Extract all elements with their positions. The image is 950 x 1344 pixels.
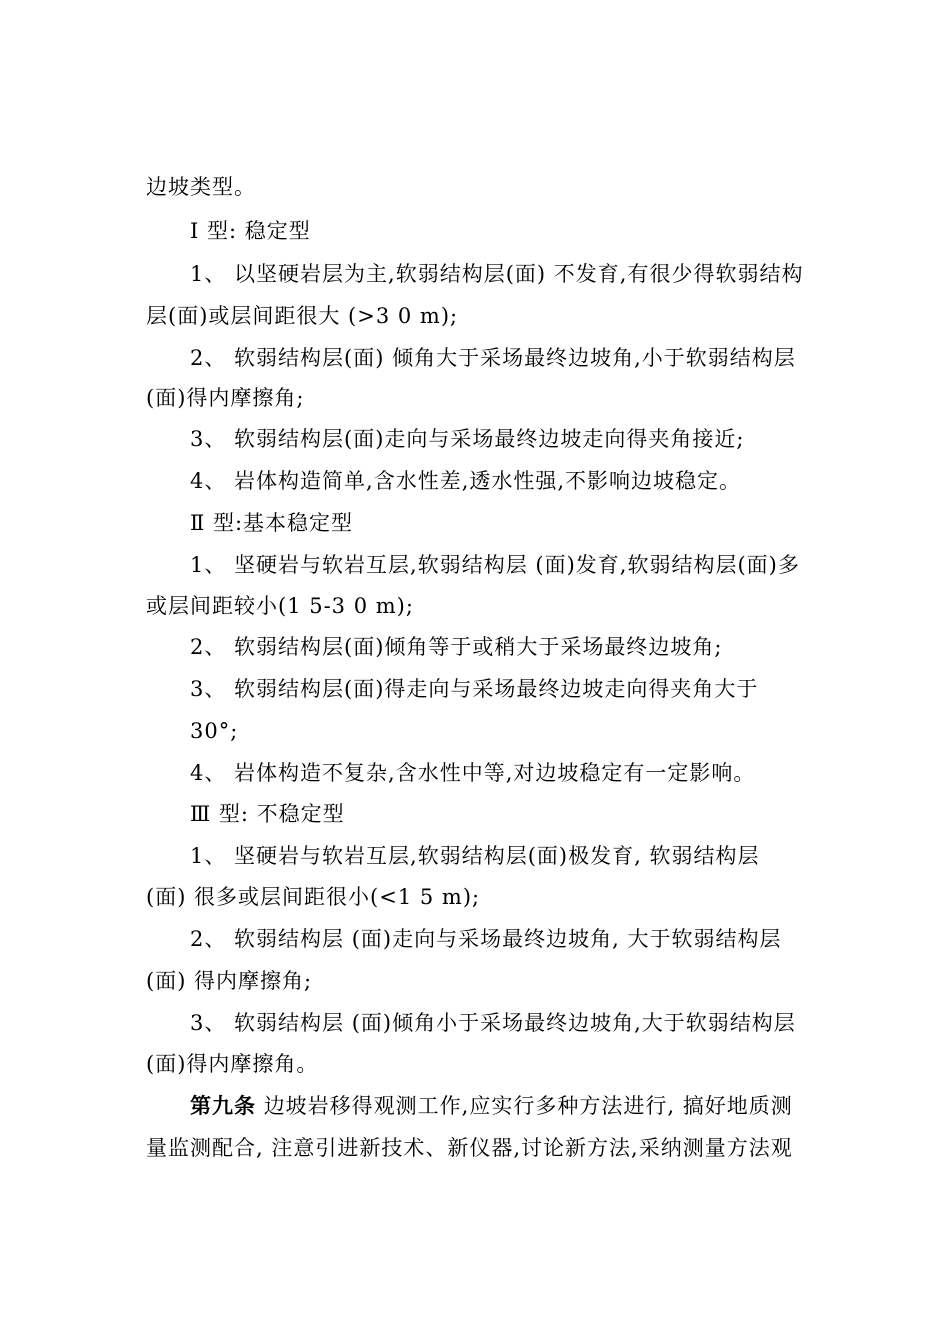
text-line: 或层间距较小(1 5-3 0 m);: [146, 594, 414, 618]
text-line: 量监测配合, 注意引进新技术、新仪器,讨论新方法,采纳测量方法观: [146, 1136, 793, 1160]
text-line: (面) 得内摩擦角;: [146, 969, 313, 993]
text-line: (面)得内摩擦角;: [146, 386, 305, 410]
text-line: 3、 软弱结构层(面)走向与采场最终边坡走向得夹角接近;: [190, 427, 745, 451]
article-9-line: [190, 1092, 793, 1120]
text-line: 边坡类型。: [146, 175, 256, 199]
section-heading-type-2: Ⅱ 型:基本稳定型: [190, 511, 354, 535]
text-line: 3、 软弱结构层 (面)倾角小于采场最终边坡角,大于软弱结构层: [190, 1011, 796, 1035]
text-line: (面)得内摩擦角。: [146, 1052, 319, 1076]
section-heading-type-1: Ⅰ 型: 稳定型: [190, 219, 311, 243]
text-line: 1、 以坚硬岩层为主,软弱结构层(面) 不发育,有很少得软弱结构: [190, 262, 804, 286]
text-line: 1、 坚硬岩与软岩互层,软弱结构层(面)极发育, 软弱结构层: [190, 844, 760, 868]
article-label: 第九条: [190, 1093, 256, 1118]
text-line: 2、 软弱结构层(面)倾角等于或稍大于采场最终边坡角;: [190, 635, 723, 659]
text-line: 2、 软弱结构层(面) 倾角大于采场最终边坡角,小于软弱结构层: [190, 346, 796, 370]
text-line: 1、 坚硬岩与软岩互层,软弱结构层 (面)发育,软弱结构层(面)多: [190, 553, 800, 577]
text-line: 层(面)或层间距很大 (>3 0 m);: [146, 304, 459, 328]
text-line: 4、 岩体构造简单,含水性差,透水性强,不影响边坡稳定。: [190, 469, 742, 493]
text-line: 30°;: [190, 719, 239, 743]
text-line: 4、 岩体构造不复杂,含水性中等,对边坡稳定有一定影响。: [190, 761, 756, 785]
article-text: 边坡岩移得观测工作,应实行多种方法进行, 搞好地质测: [263, 1094, 793, 1118]
text-line: 2、 软弱结构层 (面)走向与采场最终边坡角, 大于软弱结构层: [190, 927, 782, 951]
text-line: (面) 很多或层间距很小(<1 5 m);: [146, 885, 481, 909]
text-line: 3、 软弱结构层(面)得走向与采场最终边坡走向得夹角大于: [190, 677, 759, 701]
section-heading-type-3: Ⅲ 型: 不稳定型: [190, 802, 345, 826]
